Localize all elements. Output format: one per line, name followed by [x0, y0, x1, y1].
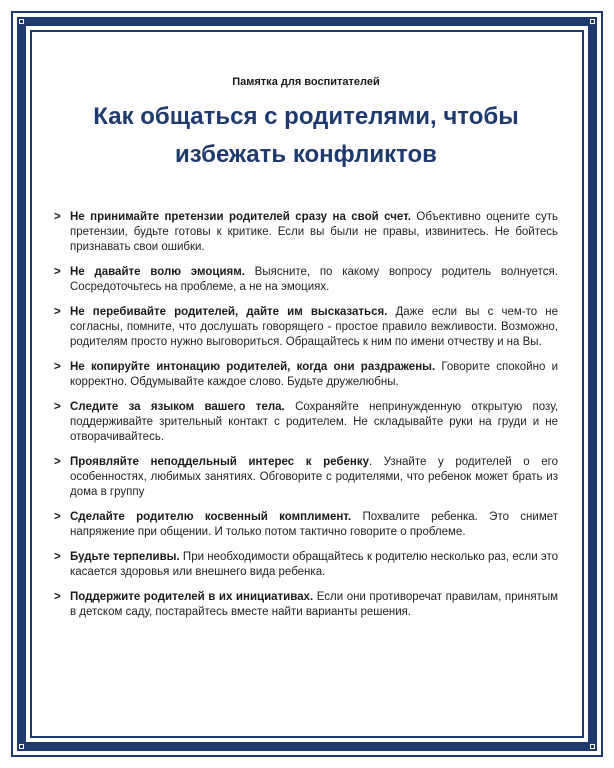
tip-lead: Не принимайте претензии родителей сразу на свой счет.	[70, 211, 411, 223]
tip-lead: Не перебивайте родителей, дайте им высказаться.	[70, 306, 388, 318]
tip-text: Похвалите ребенка. Это снимет напряжение при общении. И только потом тактично говорите о проблеме.	[70, 511, 559, 538]
tip-item	[54, 360, 558, 390]
memo-title: Как общаться с родителями, чтобы избежать конфликтов	[93, 103, 519, 168]
tip-text: Объективно оцените суть претензии, будьте готовы к критике. Если вы были не правы, извинитесь. Не бойтесь признавать свои ошибки.	[70, 211, 559, 253]
tip-item	[54, 265, 558, 295]
tip-lead: Не давайте волю эмоциям.	[70, 266, 245, 278]
corner-ornament-icon	[588, 17, 597, 26]
corner-ornament-icon	[588, 742, 597, 751]
bullet-arrow-icon: >	[54, 306, 61, 318]
tip-text: Говорите спокойно и корректно. Обдумывайте каждое слово. Будьте дружелюбны.	[70, 361, 558, 388]
bullet-arrow-icon: >	[54, 401, 61, 413]
tip-lead: Следите за языком вашего тела.	[70, 401, 285, 413]
tip-item	[54, 400, 558, 445]
corner-ornament-icon	[17, 742, 26, 751]
tip-text: Даже если вы с чем-то не согласны, помните, что дослушать говорящего - простое правило вежливости. Возможно, родителям просто нужно выговориться. Обращайтесь к ним по имени отчеству и на Вы.	[70, 306, 558, 348]
tip-item	[54, 510, 558, 540]
tip-text: Сохраняйте непринужденную открытую позу, поддерживайте зрительный контакт с родителем. Не складывайте руки на груди и не отворачивайтесь.	[70, 401, 558, 443]
bullet-arrow-icon: >	[54, 591, 61, 603]
tip-text: Если они противоречат правилам, принятым в детском саду, постарайтесь вместе найти варианты решения.	[70, 591, 558, 618]
tip-item	[54, 305, 558, 350]
tip-lead: Не копируйте интонацию родителей, когда они раздражены.	[70, 361, 436, 373]
bullet-arrow-icon: >	[54, 511, 61, 523]
tip-text: При необходимости обращайтесь к родителю несколько раз, если это касается здоровья или внешнего вида ребенка.	[70, 551, 558, 578]
tip-item	[54, 550, 558, 580]
bullet-arrow-icon: >	[54, 551, 61, 563]
bullet-arrow-icon: >	[54, 361, 61, 373]
tip-item	[54, 590, 558, 620]
tip-text: . Узнайте у родителей о его особенностях, любимых занятиях. Обговорите с родителями, что ребенок может брать из дома в группу	[70, 456, 558, 498]
bullet-arrow-icon: >	[54, 456, 61, 468]
bullet-arrow-icon: >	[54, 266, 61, 278]
tip-lead: Поддержите родителей в их инициативах.	[70, 591, 314, 603]
corner-ornament-icon	[17, 17, 26, 26]
tip-text: Выясните, по какому вопросу родитель волнуется. Сосредоточьтесь на проблеме, а не на эмоциях.	[70, 266, 558, 293]
bullet-arrow-icon: >	[54, 211, 61, 223]
tip-lead: Проявляйте неподдельный интерес к ребенку	[70, 456, 369, 468]
memo-subtitle: Памятка для воспитателей	[232, 76, 380, 88]
tip-lead: Сделайте родителю косвенный комплимент.	[70, 511, 352, 523]
tip-item	[54, 455, 558, 500]
tip-lead: Будьте терпеливы.	[70, 551, 180, 563]
tip-item	[54, 210, 558, 255]
memo-content	[54, 76, 558, 630]
tips-list	[54, 210, 558, 620]
